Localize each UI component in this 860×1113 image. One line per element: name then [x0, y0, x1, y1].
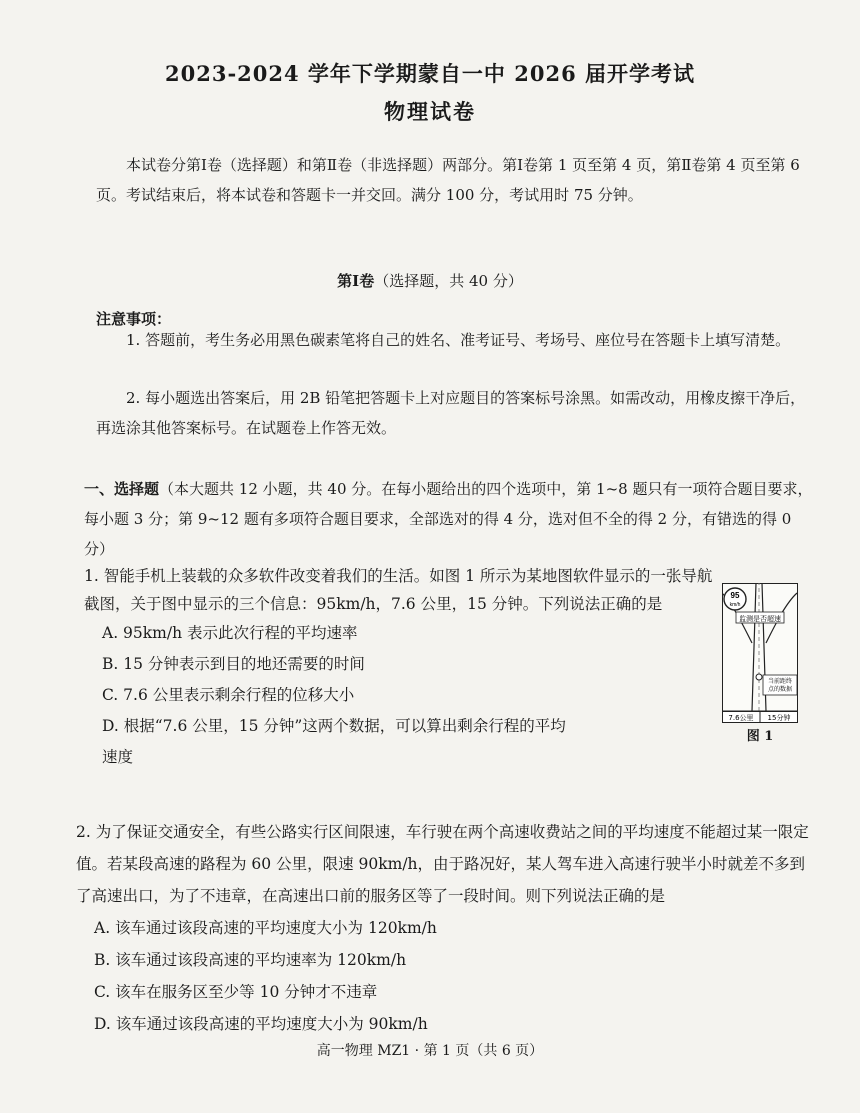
question-1-option-b: B. 15 分钟表示到目的地还需要的时间: [102, 655, 365, 673]
question-2-stem: 2. 为了保证交通安全，有些公路实行区间限速，车行驶在两个高速收费站之间的平均速度不能超过某一限定值。若某段高速的路程为 60 公里，限速 90km/h，由于路况好，某人驾车进入高速行驶半小时就差不多到了高速出口，为了不违章，在高速出口前的服务区等了一段时间。则下列说法正确的是: [76, 823, 809, 905]
figure-1-navigation-screenshot: [722, 583, 798, 744]
question-1-option-d-tail: 速度: [102, 748, 134, 766]
notes-heading: 注意事项：: [96, 310, 172, 328]
question-2-option-d: D. 该车通过该段高速的平均速度大小为 90km/h: [94, 1015, 428, 1033]
page-footer: 高一物理 MZ1 · 第 1 页（共 6 页）: [316, 1043, 544, 1059]
question-2: [76, 816, 816, 1040]
note-item-2: 2. 每小题选出答案后，用 2B 铅笔把答题卡上对应题目的答案标号涂黑。如需改动，用橡皮擦干净后，再选涂其他答案标号。在试题卷上作答无效。: [96, 389, 806, 437]
figure-distance: 7.6公里: [728, 714, 754, 722]
navigation-map-graphic: [722, 583, 798, 723]
note-item-1: 1. 答题前，考生务必用黑色碳素笔将自己的姓名、准考证号、考场号、座位号在答题卡上填写清楚。: [126, 331, 791, 349]
part-label: 一、选择题: [84, 480, 160, 498]
figure-banner: 监测是否超速: [739, 615, 781, 623]
question-2-option-c: C. 该车在服务区至少等 10 分钟才不违章: [94, 983, 378, 1001]
figure-caption: 图 1: [746, 729, 774, 744]
part-description: （本大题共 12 小题，共 40 分。在每小题给出的四个选项中，第 1~8 题只有一项符合题目要求，每小题 3 分；第 9~12 题有多项符合题目要求，全部选对的得 4 分，选对但不全的得 2 分，有错选的得 0 分）: [84, 480, 813, 558]
figure-callout-line-1: 当前距终: [767, 678, 793, 685]
speed-value: 95: [730, 591, 740, 600]
intro-paragraph: 本试卷分第Ⅰ卷（选择题）和第Ⅱ卷（非选择题）两部分。第Ⅰ卷第 1 页至第 4 页，第Ⅱ卷第 4 页至第 6 页。考试结束后，将本试卷和答题卡一并交回。满分 100 分，考试用时 75 分钟。: [96, 156, 800, 204]
question-1-option-d: D. 根据“7.6 公里，15 分钟”这两个数据，可以算出剩余行程的平均: [102, 717, 566, 735]
section-title-bold: 第Ⅰ卷: [337, 272, 375, 290]
speed-unit: km/h: [729, 602, 741, 608]
question-1-option-c: C. 7.6 公里表示剩余行程的位移大小: [102, 686, 355, 704]
question-1-option-a: A. 95km/h 表示此次行程的平均速率: [102, 624, 358, 642]
section-title-rest: （选择题，共 40 分）: [374, 272, 523, 290]
figure-callout-line-2: 点的数据: [767, 686, 793, 693]
exam-subject: 物理试卷: [384, 99, 476, 124]
exam-title: 2023-2024 学年下学期蒙自一中 2026 届开学考试: [165, 61, 695, 86]
section-title: [0, 270, 860, 291]
question-2-option-a: A. 该车通过该段高速的平均速度大小为 120km/h: [94, 919, 437, 937]
question-2-option-b: B. 该车通过该段高速的平均速率为 120km/h: [94, 951, 407, 969]
figure-time: 15分钟: [767, 714, 791, 722]
question-1-stem: 1. 智能手机上装载的众多软件改变着我们的生活。如图 1 所示为某地图软件显示的一张导航截图，关于图中显示的三个信息：95km/h，7.6 公里，15 分钟。下列说法正确的是: [84, 567, 713, 613]
part-heading: [84, 474, 814, 564]
question-1: [84, 562, 724, 773]
